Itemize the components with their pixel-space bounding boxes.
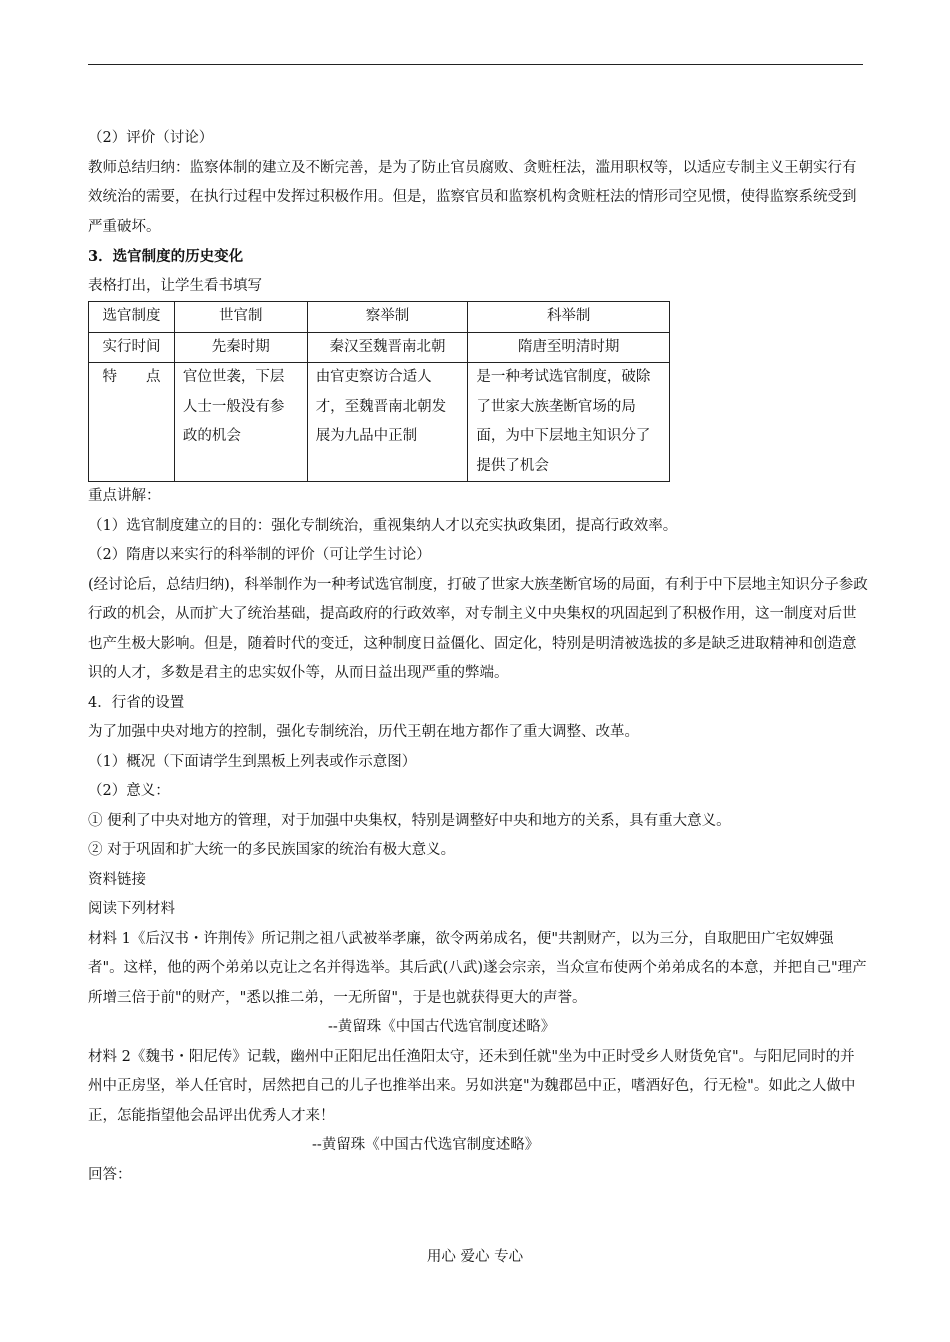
table-instruction: 表格打出，让学生看书填写 (88, 277, 262, 294)
material-2-paragraph: 材料 2《魏书・阳尼传》记载，幽州中正阳尼出任渔阳太守，还未到任就"坐为中正时受乡人财货免官"。与阳尼同时的并州中正房坚，举人任官时，居然把自己的儿子也推举出来。另如洪寔"为魏郡邑中正，嗜酒好色，行无检"。如此之人做中正，怎能指望他会品评出优秀人才来！ (88, 1048, 856, 1124)
table-cell: 特 点 (89, 363, 175, 482)
table-cell: 是一种考试选官制度，破除了世家大族垄断官场的局面，为中下层地主知识分了提供了机会 (468, 363, 670, 482)
table-cell: 由官吏察访合适人才，至魏晋南北朝发展为九品中正制 (307, 363, 468, 482)
list-item: （1）选官制度建立的目的：强化专制统治，重视集纳人才以充实执政集团，提高行政效率。 (88, 517, 678, 534)
page-footer: 用心 爱心 专心 (426, 1249, 524, 1265)
list-item: （1）概况（下面请学生到黑板上列表或作示意图） (88, 753, 417, 770)
list-item: （2）隋唐以来实行的科举制的评价（可让学生讨论） (88, 547, 431, 563)
table-cell: 察举制 (307, 302, 468, 333)
list-item: （2）意义： (88, 783, 170, 799)
table-cell: 科举制 (468, 302, 670, 333)
selection-system-table (88, 301, 670, 482)
table-cell: 实行时间 (89, 332, 175, 363)
table-cell: 先秦时期 (174, 332, 307, 363)
table-cell: 隋唐至明清时期 (468, 332, 670, 363)
table-row (89, 363, 670, 482)
list-item: ① 便利了中央对地方的管理，对于加强中央集权，特别是调整好中央和地方的关系，具有重大意义。 (88, 812, 731, 829)
table-cell: 秦汉至魏晋南北朝 (307, 332, 468, 363)
key-points-heading: 重点讲解： (88, 488, 161, 504)
keju-evaluation-paragraph: (经讨论后，总结归纳)，科举制作为一种考试选官制度，打破了世家大族垄断官场的局面，有利于中下层地主知识分子参政行政的机会，从而扩大了统治基础，提高政府的行政效率，对专制主义中央集权的巩固起到了积极作用，这一制度对后世也产生极大影响。但是，随着时代的变迁，这种制度日益僵化、固定化，特别是明清被选拔的多是缺乏进取精神和创造意识的人才，多数是君主的忠实奴仆等，从而日益出现严重的弊端。 (88, 576, 868, 681)
table-row (89, 302, 670, 333)
table-row (89, 332, 670, 363)
document-body (88, 124, 868, 1190)
material-2-citation: --黄留珠《中国古代选官制度述略》 (312, 1137, 540, 1153)
material-1-citation: --黄留珠《中国古代选官制度述略》 (328, 1019, 556, 1035)
resource-link-heading: 资料链接 (88, 871, 146, 888)
evaluation-heading: （2）评价（讨论） (88, 130, 214, 146)
header-rule (88, 64, 863, 65)
table-cell: 官位世袭，下层人士一般没有参政的机会 (174, 363, 307, 482)
reading-instruction: 阅读下列材料 (88, 901, 175, 917)
material-1-paragraph: 材料 1《后汉书・许荆传》所记荆之祖八武被举孝廉，欲令两弟成名，便"共割财产，以为三分，自取肥田广宅奴婢强者"。这样，他的两个弟弟以克让之名并得选举。其后武(八武)遂会宗亲，当众宣布使两个弟弟成名的本意，并把自己"理产所增三倍于前"的财产，"悉以推二弟，一无所留"，于是也就获得更大的声誉。 (88, 930, 867, 1006)
province-intro-paragraph: 为了加强中央对地方的控制，强化专制统治，历代王朝在地方都作了重大调整、改革。 (88, 724, 639, 740)
section-4-heading: 4．行省的设置 (88, 694, 185, 711)
table-cell: 选官制度 (89, 302, 175, 333)
section-3-heading: 3．选官制度的历史变化 (88, 248, 244, 265)
list-item: ② 对于巩固和扩大统一的多民族国家的统治有极大意义。 (88, 842, 456, 858)
answer-prompt: 回答： (88, 1166, 132, 1183)
table-cell: 世官制 (174, 302, 307, 333)
teacher-summary-paragraph: 教师总结归纳：监察体制的建立及不断完善，是为了防止官员腐败、贪赃枉法，滥用职权等，以适应专制主义王朝实行有效统治的需要，在执行过程中发挥过积极作用。但是，监察官员和监察机构贪赃枉法的情形司空见惯，使得监察系统受到严重破坏。 (88, 159, 857, 235)
